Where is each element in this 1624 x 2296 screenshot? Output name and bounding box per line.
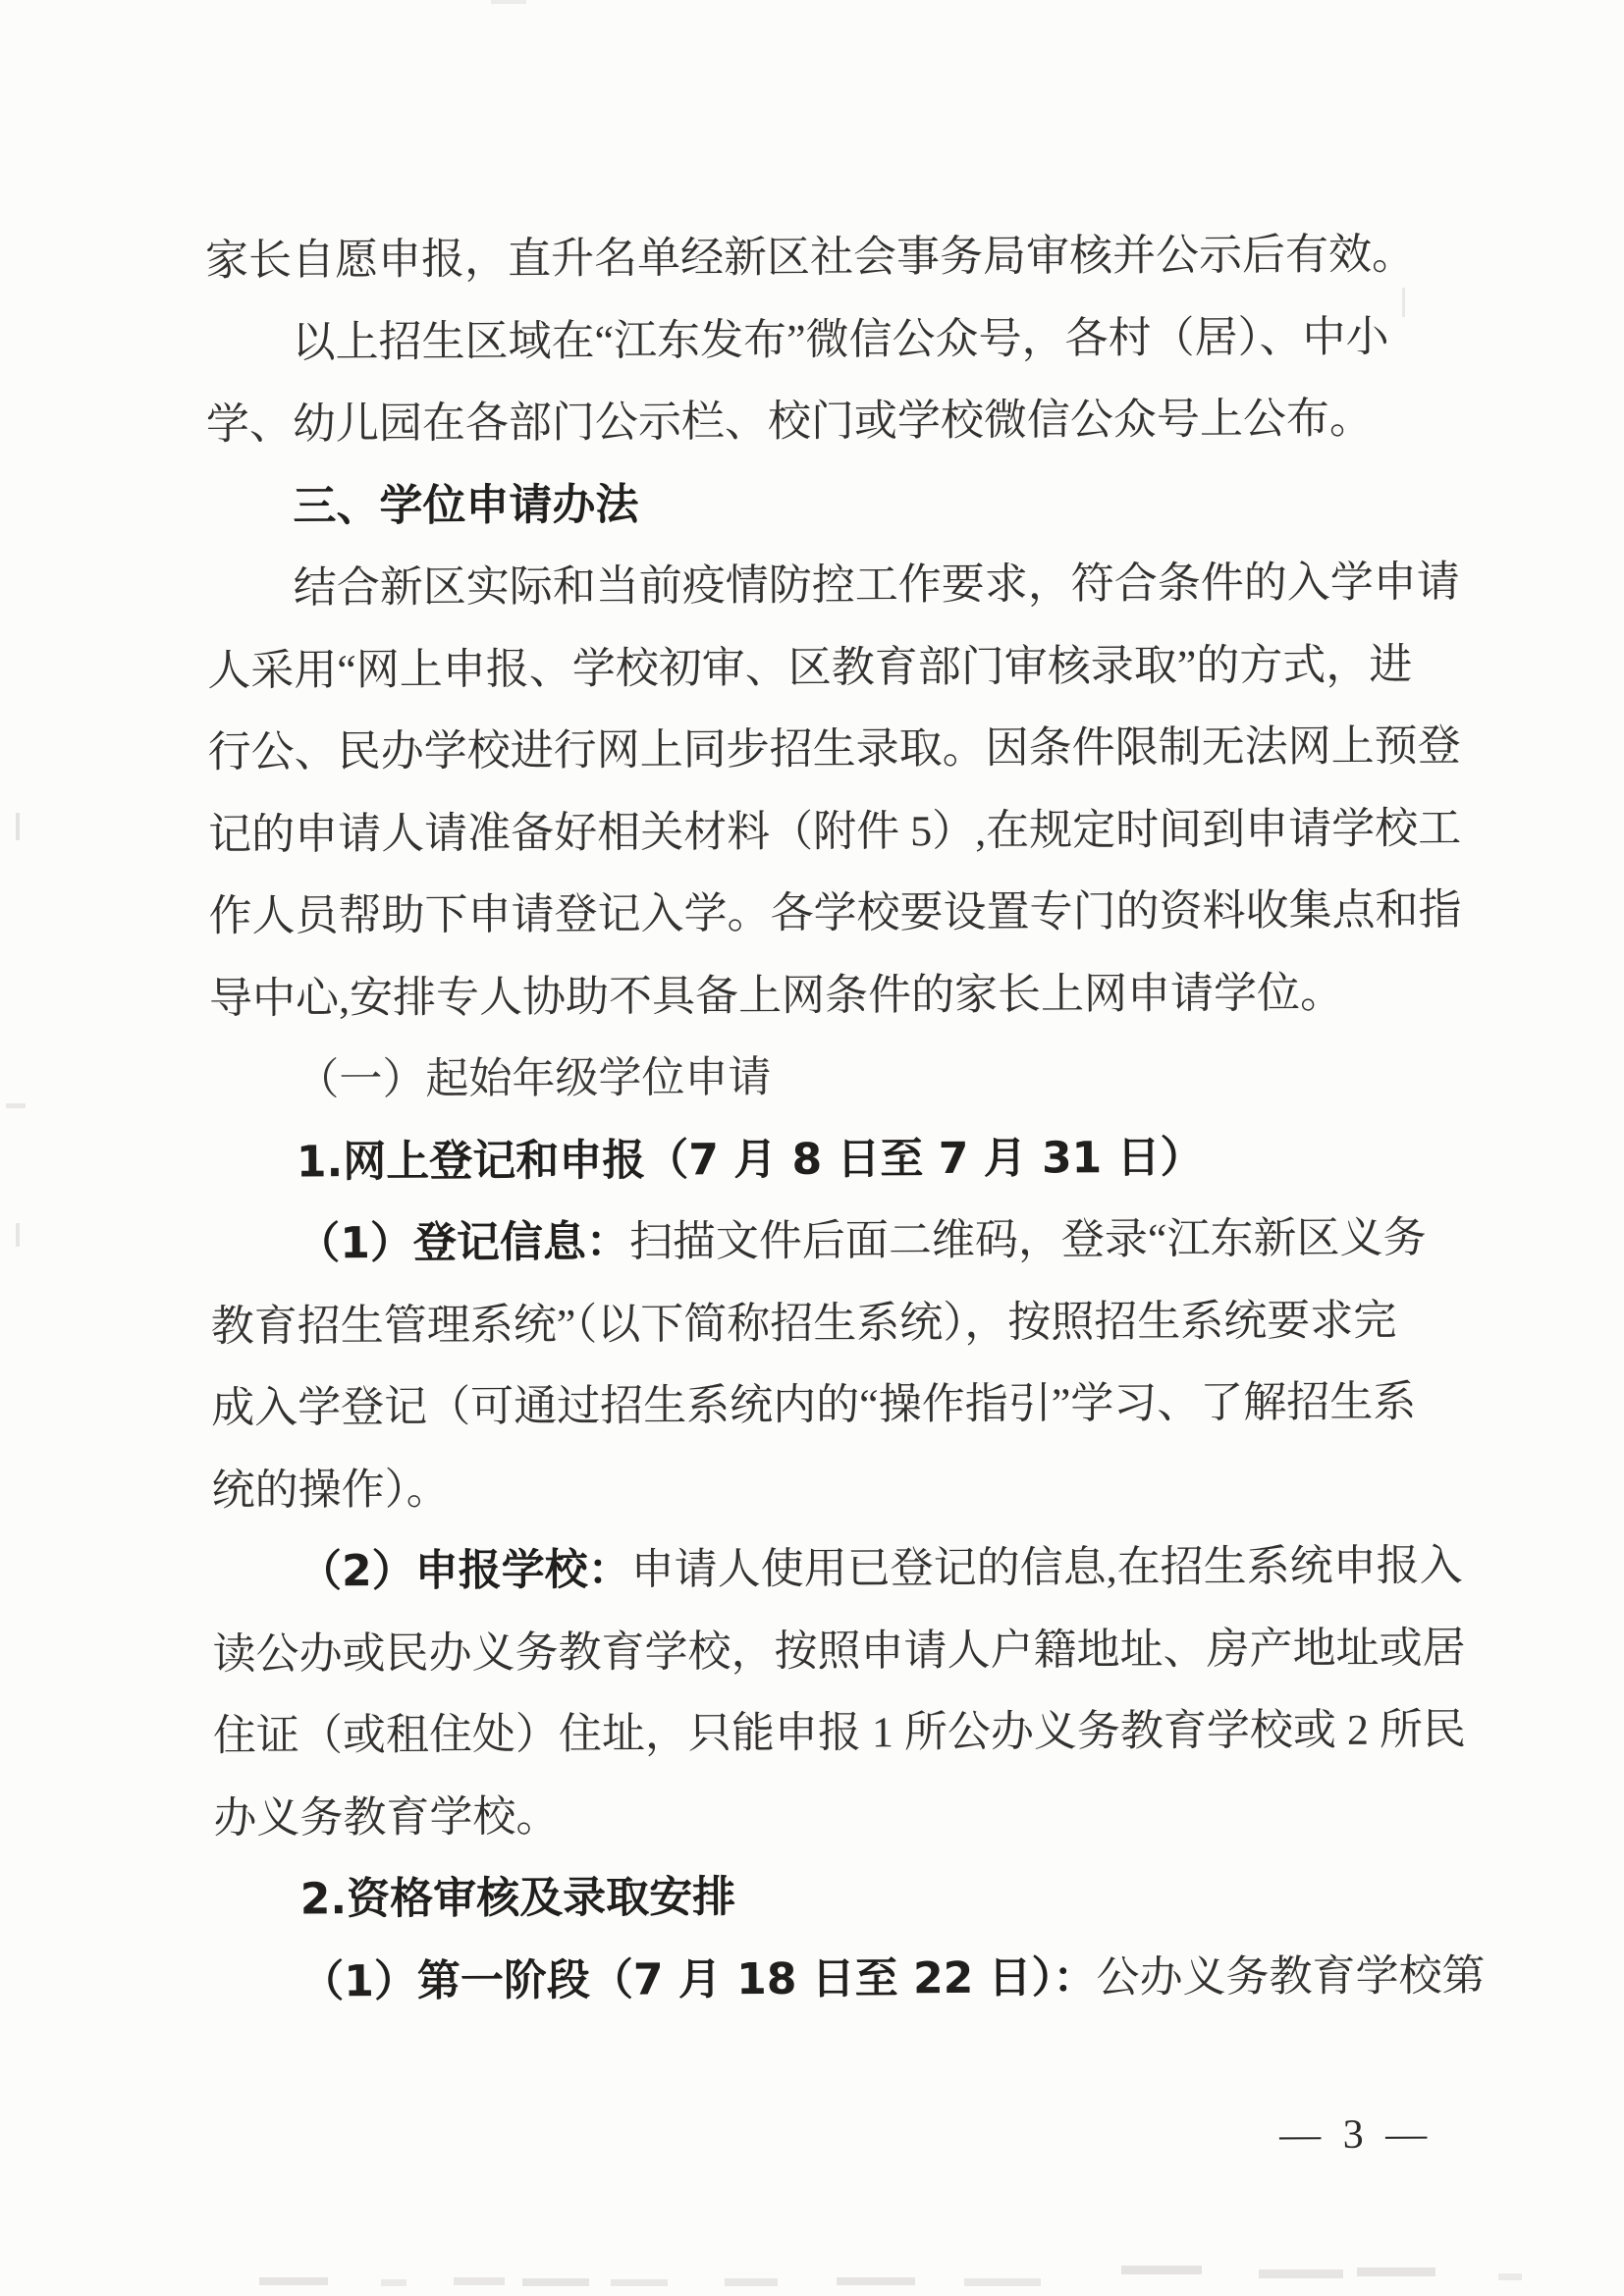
body-text-segment: 行公、民办学校进行网上同步招生录取。因条件限制无法网上预登 (207, 721, 1461, 776)
body-text-segment: 成入学登记（可通过招生系统内的“操作指引”学习、了解招生系 (211, 1377, 1417, 1432)
page-number: — 3 — (1279, 2111, 1434, 2159)
text-line (209, 1049, 1423, 1138)
text-line (208, 803, 1462, 892)
heading-text-segment: 1.网上登记和申报（7 月 8 日至 7 月 31 日） (296, 1132, 1204, 1187)
text-line (205, 312, 1419, 400)
body-text-segment: 公办义务教育学校第 (1096, 1950, 1486, 2002)
text-line (206, 394, 1420, 482)
text-line (212, 1541, 1463, 1629)
text-line (207, 640, 1421, 728)
heading-text-segment: （2）申报学校： (298, 1544, 631, 1597)
text-line (210, 1132, 1424, 1220)
text-line (206, 476, 1420, 564)
heading-text-segment: 2.资格审核及录取安排 (299, 1872, 736, 1925)
text-line (210, 1213, 1427, 1302)
text-line (212, 1705, 1467, 1793)
text-line (212, 1623, 1466, 1712)
text-line (214, 1869, 1428, 1957)
document-text (204, 230, 1486, 2039)
body-text-segment: 读公办或民办义务教育学校，按照申请人户籍地址、房产地址或居 (212, 1623, 1466, 1679)
text-line (207, 721, 1461, 810)
text-line (207, 558, 1460, 646)
heading-text-segment: （1）第一阶段（7 月 18 日至 22 日）： (300, 1951, 1097, 2006)
heading-text-segment: 三、学位申请办法 (293, 479, 639, 531)
body-text-segment: 办义务教育学校。 (213, 1791, 560, 1842)
body-text-segment: 统的操作）。 (211, 1465, 450, 1515)
text-line (214, 1950, 1486, 2040)
body-text-segment: 以上招生区域在“江东发布”微信公众号，各村（居）、中小 (292, 312, 1389, 366)
body-text-segment: 人采用“网上申报、学校初审、区教育部门审核录取”的方式，进 (207, 640, 1413, 695)
text-line (213, 1788, 1427, 1876)
body-text-segment: 教育招生管理系统”（以下简称招生系统），按照招生系统要求完 (210, 1296, 1397, 1351)
body-text-segment: 学、幼儿园在各部门公示栏、校门或学校微信公众号上公布。 (205, 394, 1374, 449)
body-text-segment: 住证（或租住处）住址，只能申报 1 所公办义务教育学校或 2 所民 (212, 1705, 1467, 1760)
text-line (211, 1296, 1425, 1384)
heading-text-segment: （1）登记信息： (297, 1216, 630, 1269)
kaiti-text-segment: （一）起始年级学位申请 (296, 1052, 772, 1104)
text-line (209, 968, 1423, 1056)
text-line (212, 1460, 1426, 1548)
body-text-segment: 结合新区实际和当前疫情防控工作要求，符合条件的入学申请 (293, 558, 1460, 613)
body-text-segment: 申请人使用已登记的信息,在招生系统申报入 (630, 1541, 1463, 1594)
body-text-segment: 家长自愿申报，直升名单经新区社会事务局审核并公示后有效。 (204, 230, 1416, 285)
body-text-segment: 扫描文件后面二维码，登录“江东新区义务 (628, 1213, 1427, 1266)
text-line (205, 230, 1419, 318)
body-text-segment: 记的申请人请准备好相关材料（附件 5）,在规定时间到申请学校工 (208, 803, 1462, 859)
text-line (211, 1377, 1425, 1466)
text-line (208, 885, 1462, 974)
body-text-segment: 作人员帮助下申请登记入学。各学校要设置专门的资料收集点和指 (208, 885, 1462, 940)
body-text-segment: 导中心,安排专人协助不具备上网条件的家长上网申请学位。 (208, 968, 1344, 1023)
